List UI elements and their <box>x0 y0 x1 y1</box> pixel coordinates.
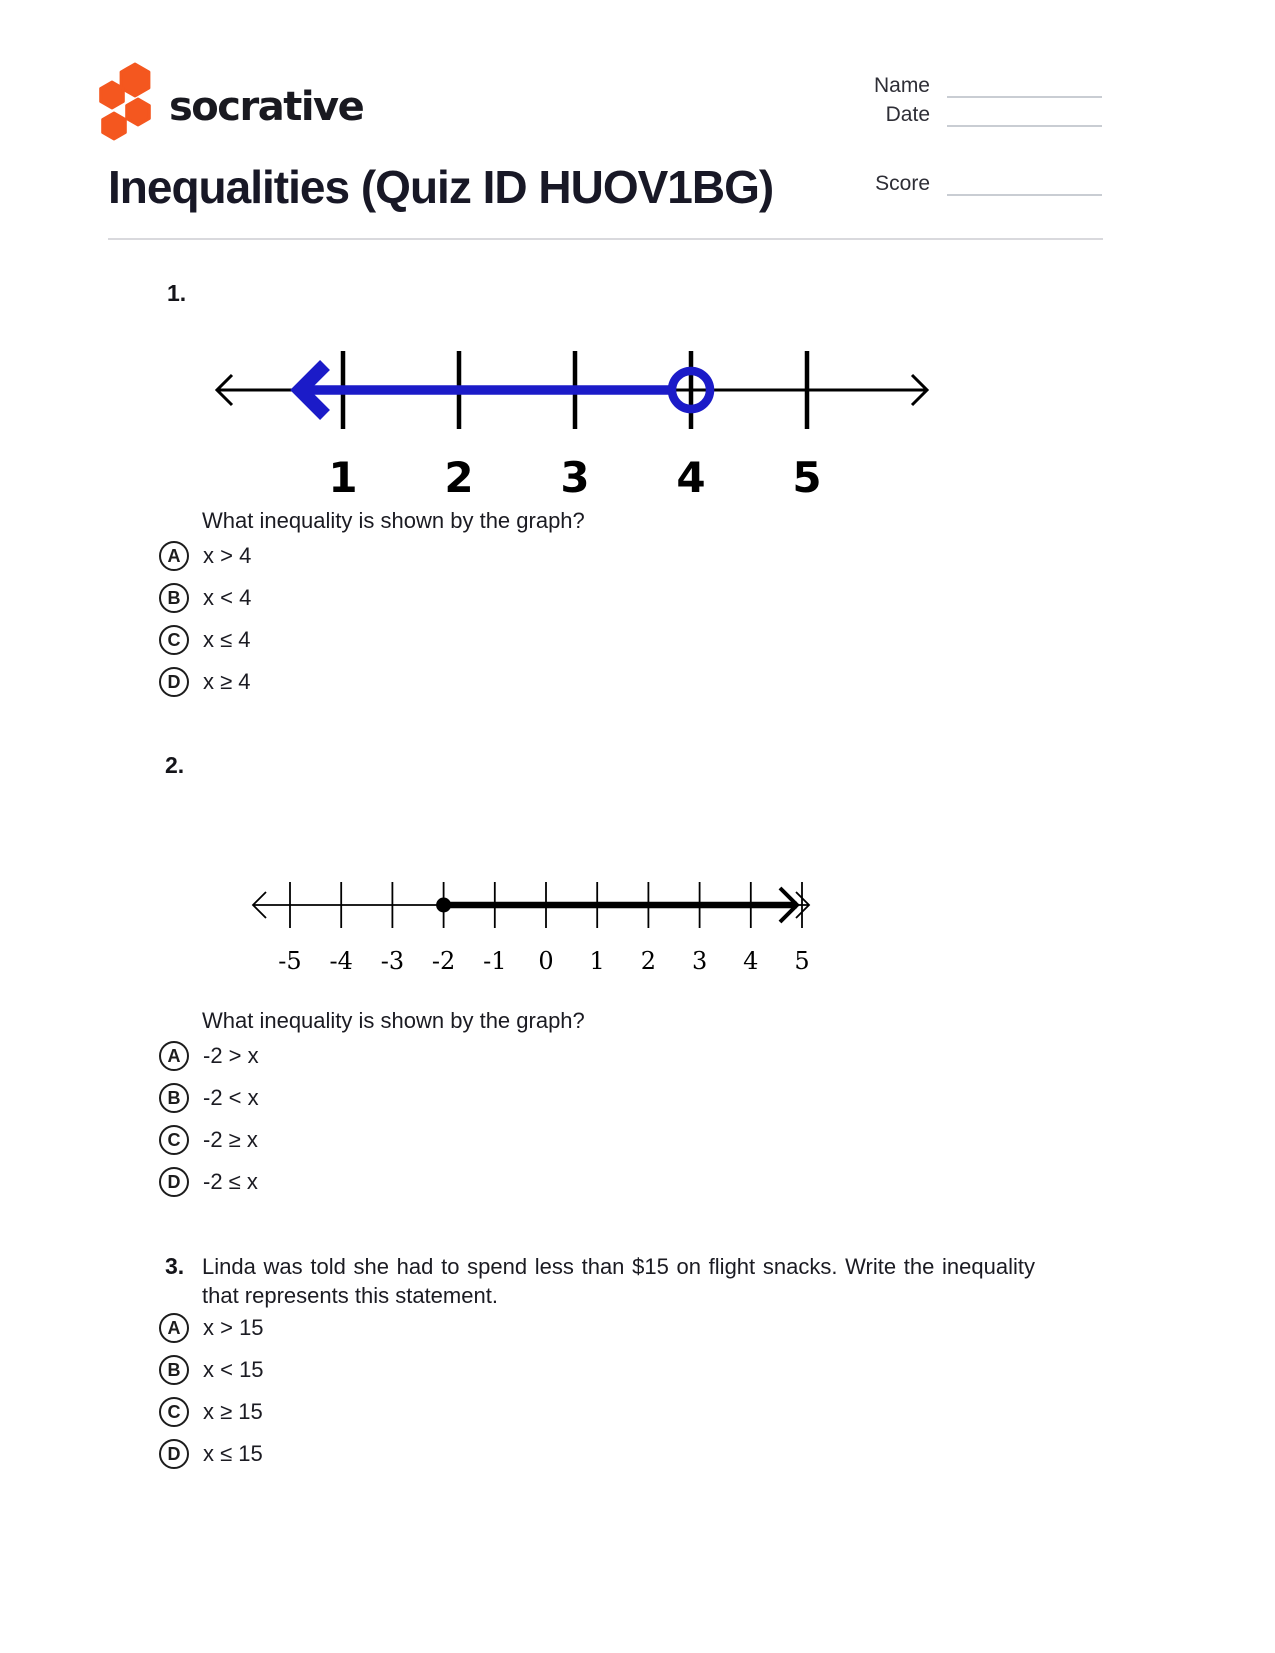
answer-text: x ≥ 4 <box>203 669 251 694</box>
svg-text:3: 3 <box>691 947 708 975</box>
socrative-wordmark: socrative <box>169 84 364 130</box>
svg-text:3: 3 <box>560 453 590 502</box>
score-field <box>868 172 1102 196</box>
svg-text:0: 0 <box>538 947 554 975</box>
answer-text: x < 15 <box>203 1357 264 1382</box>
answer-text: x ≤ 4 <box>203 627 251 652</box>
answer-bubble[interactable]: A <box>159 1041 189 1071</box>
date-label: Date <box>885 103 930 126</box>
question-1-options <box>159 541 251 709</box>
answer-bubble[interactable]: D <box>159 1439 189 1469</box>
answer-bubble[interactable]: B <box>159 1355 189 1385</box>
question-1-number: 1. <box>167 280 187 306</box>
option-row <box>159 541 251 571</box>
answer-text: -2 > x <box>203 1043 259 1068</box>
answer-bubble[interactable]: B <box>159 1083 189 1113</box>
question-3-prompt: Linda was told she had to spend less than $15 on flight snacks. Write the inequality that represents this statement. <box>202 1254 1035 1308</box>
answer-text: x ≥ 15 <box>203 1399 263 1424</box>
name-label: Name <box>873 74 930 97</box>
svg-text:5: 5 <box>792 453 822 502</box>
svg-text:5: 5 <box>794 947 810 975</box>
title-divider <box>108 238 1103 240</box>
question-2-prompt: What inequality is shown by the graph? <box>202 1008 585 1033</box>
answer-bubble[interactable]: D <box>159 1167 189 1197</box>
svg-text:-4: -4 <box>329 947 353 975</box>
score-fill-line[interactable] <box>947 192 1102 196</box>
question-3-number: 3. <box>165 1253 185 1279</box>
question-2-options <box>159 1041 259 1209</box>
answer-bubble[interactable]: C <box>159 1125 189 1155</box>
question-2-number: 2. <box>165 752 185 778</box>
svg-text:4: 4 <box>743 947 759 975</box>
option-row <box>159 1355 264 1385</box>
option-row <box>159 625 251 655</box>
option-row <box>159 1397 264 1427</box>
answer-bubble[interactable]: A <box>159 1313 189 1343</box>
svg-text:-5: -5 <box>278 947 302 975</box>
svg-text:1: 1 <box>589 947 605 975</box>
option-row <box>159 1313 264 1343</box>
question-2-numberline-graph <box>245 858 817 975</box>
name-fill-line[interactable] <box>947 94 1102 98</box>
option-row <box>159 583 251 613</box>
svg-text:4: 4 <box>676 453 706 502</box>
answer-bubble[interactable]: A <box>159 541 189 571</box>
answer-text: x ≤ 15 <box>203 1441 263 1466</box>
answer-text: -2 ≥ x <box>203 1127 258 1152</box>
quiz-title: Inequalities (Quiz ID HUOV1BG) <box>108 161 774 213</box>
option-row <box>159 1041 259 1071</box>
option-row <box>159 1439 264 1469</box>
date-fill-line[interactable] <box>947 123 1102 127</box>
answer-bubble[interactable]: D <box>159 667 189 697</box>
question-1-prompt: What inequality is shown by the graph? <box>202 508 585 533</box>
answer-bubble[interactable]: C <box>159 625 189 655</box>
svg-text:-2: -2 <box>431 947 456 975</box>
score-label: Score <box>875 172 930 195</box>
answer-text: x < 4 <box>203 585 252 610</box>
date-field <box>868 103 1102 127</box>
question-1-numberline-graph <box>205 335 935 502</box>
svg-text:2: 2 <box>444 453 474 502</box>
option-row <box>159 667 251 697</box>
name-field <box>868 74 1102 98</box>
option-row <box>159 1083 259 1113</box>
svg-text:-1: -1 <box>483 947 507 975</box>
answer-text: -2 < x <box>203 1085 259 1110</box>
answer-bubble[interactable]: B <box>159 583 189 613</box>
svg-text:1: 1 <box>328 453 358 502</box>
answer-text: -2 ≤ x <box>203 1169 258 1194</box>
question-3-options <box>159 1313 264 1481</box>
option-row <box>159 1125 259 1155</box>
svg-text:-3: -3 <box>380 947 405 975</box>
answer-text: x > 15 <box>203 1315 264 1340</box>
socrative-logo <box>98 60 363 140</box>
svg-text:2: 2 <box>640 947 657 975</box>
option-row <box>159 1167 259 1197</box>
answer-bubble[interactable]: C <box>159 1397 189 1427</box>
answer-text: x > 4 <box>203 543 252 568</box>
socrative-hexagons-icon <box>98 60 162 140</box>
